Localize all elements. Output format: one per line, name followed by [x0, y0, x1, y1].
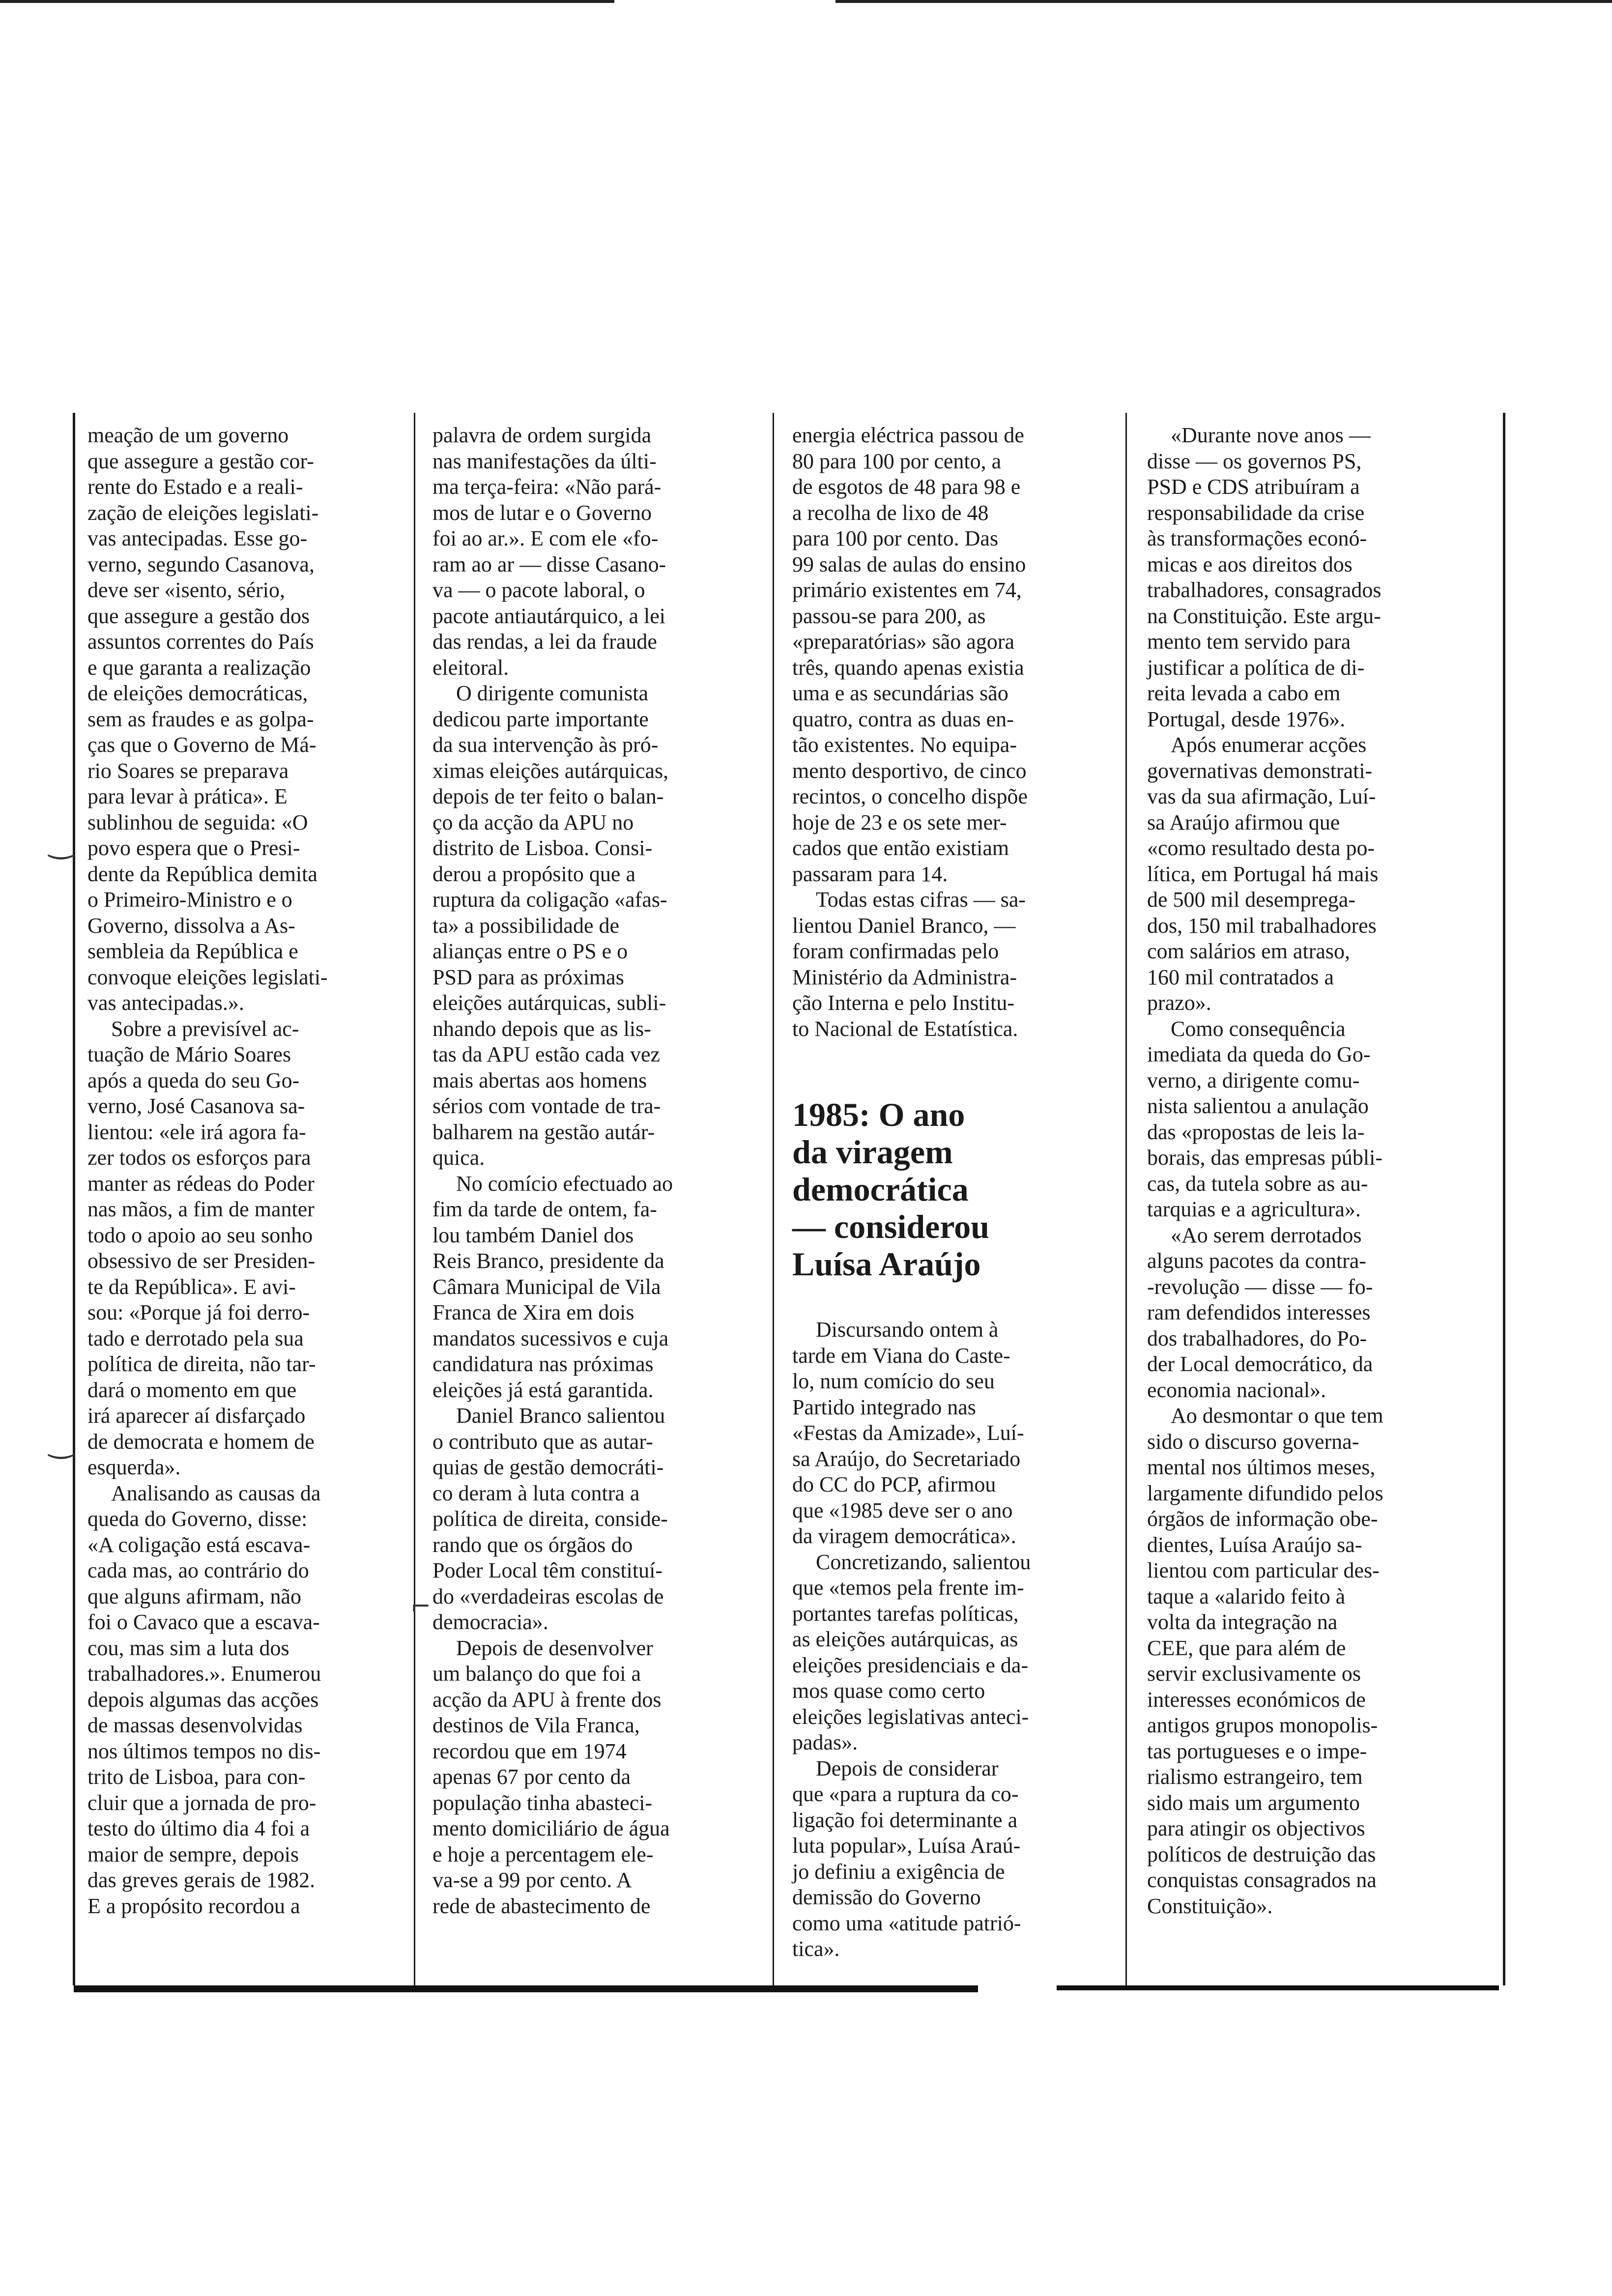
paragraph: Analisando as causas da queda do Governo, disse: «A coligação está escava- cada mas, ao contrário do que alguns afirmam, não foi o Cavaco que a escava- cou, mas sim a luta dos trabalhadores.». Enumerou depois algumas das acções de massas desenvolvidas nos últimos tempos no dis- trito de Lisboa, para con- cluir que a jornada de pro- testo do último dia 4 foi a maior de sempre, depois das greves gerais de 1982. E a propósito recordou a [87, 1481, 321, 1918]
paragraph: palavra de ordem surgida nas manifestações da últi- ma terça-feira: «Não pará- mos de lutar e o Governo foi ao ar.». E com ele «fo- ram ao ar — disse Casano- va — o pacote laboral, o pacote antiautárquico, a lei das rendas, a lei da fraude eleitoral. [432, 423, 666, 680]
bottom-rule [1057, 1985, 1499, 1990]
paragraph: Daniel Branco salientou o contributo que as autar- quias de gestão democráti- co deram à luta contra a política de direita, conside- rando que os órgãos do Poder Local têm constituí- do «verdadeiras escolas de democracia». [432, 1404, 668, 1634]
paragraph: Depois de considerar que «para a ruptura da co- ligação foi determinante a luta popular», Luísa Araú- jo definiu a exigência de demissão do Governo como uma «atitude patrió- tica». [792, 1756, 1021, 1961]
paragraph: Como consequência imediata da queda do Go- verno, a dirigente comu- nista salientou a anulação das «propostas de leis la- borais, das empresas públi- cas, da tutela sobre as au- tarquias e a agricultura». [1147, 1016, 1382, 1221]
paragraph: Ao desmontar o que tem sido o discurso governa- mental nos últimos meses, largamente difundido pelos órgãos de informação obe- dientes, Luísa Araújo sa- lientou com particular des- taque a «alarido feito à volta da integração na CEE, que para além de servir exclusivamente os interesses económicos de antigos grupos monopolis- tas portugueses e o impe- rialismo estrangeiro, tem sido mais um argumento para atingir os objectivos políticos de destruição das conquistas consagrados na Constituição». [1147, 1404, 1383, 1918]
paragraph: Após enumerar acções governativas demonstrati- vas da sua afirmação, Luí- sa Araújo afirmou que «como resultado desta po- lítica, em Portugal há mais de 500 mil desemprega- dos, 150 mil trabalhadores com salários em atraso, 160 mil contratados a prazo». [1147, 733, 1379, 1015]
margin-pencil-mark: ‿ [49, 826, 73, 860]
paragraph: Sobre a previsível ac- tuação de Mário Soares após a queda do seu Go- verno, José Casanova sa- lientou: «ele irá agora fa- zer todos os esforços para manter as rédeas do Poder nas mãos, a fim de manter todo o apoio ao seu sonho obsessivo de ser Presiden- te da República». E avi- sou: «Porque já foi derro- tado e derrotado pela sua política de direita, não tar- dará o momento em que irá aparecer aí disfarçado de democrata e homem de esquerda». [87, 1016, 316, 1479]
column-divider [73, 413, 75, 1985]
section-headline: 1985: O ano da viragem democrática — considerou Luísa Araújo [792, 1096, 990, 1283]
paragraph: «Ao serem derrotados alguns pacotes da contra- -revolução — disse — fo- ram defendidos interesses dos trabalhadores, do Po- der Local democrático, da economia nacional». [1147, 1223, 1373, 1402]
article-column-4 [1147, 423, 1462, 1919]
column-divider [773, 413, 774, 1985]
article-column-3 [792, 423, 1107, 1962]
margin-pencil-mark: ⌐ [410, 1592, 431, 1621]
scan-edge-top-right [835, 0, 1612, 3]
paragraph: Concretizando, salientou que «temos pela frente im- portantes tarefas políticas, as eleições autárquicas, as eleições presidenciais e da- mos quase como certo eleições legislativas anteci- padas». [792, 1550, 1031, 1754]
paragraph: Discursando ontem à tarde em Viana do Caste- lo, num comício do seu Partido integrado nas «Festas da Amizade», Luí- sa Araújo, do Secretariado do CC do PCP, afirmou que «1985 deve ser o ano da viragem democrática». [792, 1318, 1024, 1548]
article-column-1 [87, 423, 402, 1919]
bottom-rule [74, 1985, 978, 1992]
paragraph: meação de um governo que assegure a gestão cor- rente do Estado e a reali- zação de eleições legislati- vas antecipadas. Esse go- verno, segundo Casanova, deve ser «isento, sério, que assegure a gestão dos assuntos correntes do País e que garanta a realização de eleições democráticas, sem as fraudes e as golpa- ças que o Governo de Má- rio Soares se preparava para levar à prática». E sublinhou de seguida: «O povo espera que o Presi- dente da República demita o Primeiro-Ministro e o Governo, dissolva a As- sembleia da República e convoque eleições legislati- vas antecipadas.». [87, 423, 328, 1015]
paragraph: «Durante nove anos — disse — os governos PS, PSD e CDS atribuíram a responsabilidade da crise às transformações econó- micas e aos direitos dos trabalhadores, consagrados na Constituição. Este argu- mento tem servido para justificar a política de di- reita levada a cabo em Portugal, desde 1976». [1147, 423, 1382, 731]
paragraph: Todas estas cifras — sa- lientou Daniel Branco, — foram confirmadas pelo Ministério da Administra- ção Interna e pelo Institu- to Nacional de Estatística. [792, 888, 1026, 1041]
scan-edge-top [0, 0, 614, 3]
column-divider [1503, 413, 1505, 1985]
paragraph: O dirigente comunista dedicou parte importante da sua intervenção às pró- ximas eleições autárquicas, depois de ter feito o balan- ço da acção da APU no distrito de Lisboa. Consi- derou a propósito que a ruptura da coligação «afas- ta» a possibilidade de alianças entre o PS e o PSD para as próximas eleições autárquicas, subli- nhando depois que as lis- tas da APU estão cada vez mais abertas aos homens sérios com vontade de tra- balharem na gestão autár- quica. [432, 681, 669, 1170]
column-divider [414, 413, 415, 1985]
column-divider [1125, 413, 1127, 1985]
paragraph: Depois de desenvolver um balanço do que foi a acção da APU à frente dos destinos de Vila Franca, recordou que em 1974 apenas 67 por cento da população tinha abasteci- mento domiciliário de água e hoje a percentagem ele- va-se a 99 por cento. A rede de abastecimento de [432, 1636, 670, 1918]
margin-pencil-mark: ‿ [49, 1425, 73, 1460]
paragraph: energia eléctrica passou de 80 para 100 por cento, a de esgotos de 48 para 98 e a recolha de lixo de 48 para 100 por cento. Das 99 salas de aulas do ensino primário existentes em 74, passou-se para 200, as «preparatórias» são agora três, quando apenas existia uma e as secundárias são quatro, contra as duas en- tão existentes. No equipa- mento desportivo, de cinco recintos, o concelho dispõe hoje de 23 e os sete mer- cados que então existiam passaram para 14. [792, 423, 1028, 886]
article-column-2 [432, 423, 747, 1919]
paragraph: No comício efectuado ao fim da tarde de ontem, fa- lou também Daniel dos Reis Branco, presidente da Câmara Municipal de Vila Franca de Xira em dois mandatos sucessivos e cuja candidatura nas próximas eleições já está garantida. [432, 1171, 673, 1402]
